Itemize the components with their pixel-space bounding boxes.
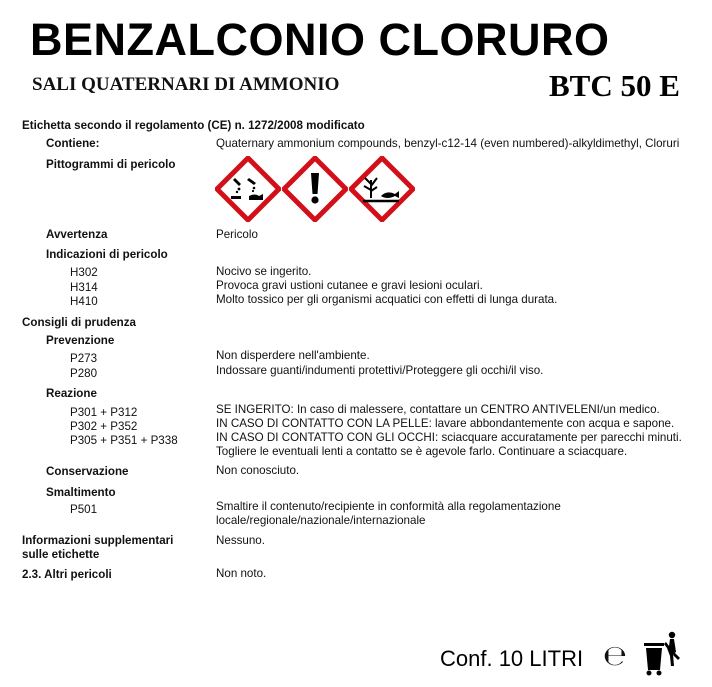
hazard-text: Molto tossico per gli organismi acquatici con effetti di lunga durata. [216,293,558,306]
conservazione-label: Conservazione [46,465,129,478]
hazard-code: H410 [70,295,98,308]
prevenzione-code: P273 [70,352,98,365]
prevenzione-label: Prevenzione [46,334,115,347]
smaltimento-label: Smaltimento [46,486,116,499]
info-label: sulle etichette [22,548,100,561]
hazard-text: Nocivo se ingerito. [216,265,312,278]
environment-pictogram-icon [349,156,415,222]
reazione-code: P301 + P312 [70,406,138,419]
altri-pericoli-value: Non noto. [216,567,267,580]
hazard-text: Provoca gravi ustioni cutanee e gravi lesioni oculari. [216,279,483,292]
reazione-text: IN CASO DI CONTATTO CON GLI OCCHI: sciacquare accuratamente per parecchi minuti. [216,431,682,444]
recycle-bin-icon [636,630,682,683]
reazione-text: IN CASO DI CONTATTO CON LA PELLE: lavare abbondantemente con acqua e sapone. [216,417,675,430]
smaltimento-code: P501 [70,503,98,516]
contiene-value: Quaternary ammonium compounds, benzyl-c12-14 (even numbered)-alkyldimethyl, Cloruri [216,137,680,150]
prevenzione-text: Non disperdere nell'ambiente. [216,349,370,362]
info-label: Informazioni supplementari [22,534,174,547]
hazard-code: H314 [70,281,98,294]
package-size: Conf. 10 LITRI [440,646,584,671]
reazione-code: P305 + P351 + P338 [70,434,178,447]
product-title: BENZALCONIO CLORURO [30,14,610,65]
product-subtitle: SALI QUATERNARI DI AMMONIO [32,74,340,95]
product-code: BTC 50 E [549,68,680,103]
altri-pericoli-label: 2.3. Altri pericoli [22,568,112,581]
label-heading: Etichetta secondo il regolamento (CE) n. 1272/2008 modificato [22,119,365,132]
estimated-e-icon: ℮ [603,639,627,672]
contiene-label: Contiene: [46,137,100,150]
reazione-code: P302 + P352 [70,420,138,433]
smaltimento-text: Smaltire il contenuto/recipiente in conformità alla regolamentazione [216,500,561,513]
prevenzione-code: P280 [70,367,98,380]
indicazioni-label: Indicazioni di pericolo [46,248,168,261]
reazione-text: SE INGERITO: In caso di malessere, contattare un CENTRO ANTIVELENI/un medico. [216,403,660,416]
consigli-label: Consigli di prudenza [22,316,137,329]
avvertenza-label: Avvertenza [46,228,108,241]
conservazione-value: Non conosciuto. [216,464,300,477]
reazione-text: Togliere le eventuali lenti a contatto se è agevole farlo. Continuare a sciacquare. [216,445,628,458]
info-value: Nessuno. [216,534,265,547]
smaltimento-text: locale/regionale/nazionale/internazionale [216,514,426,527]
exclamation-pictogram-icon [282,156,348,222]
prevenzione-text: Indossare guanti/indumenti protettivi/Proteggere gli occhi/il viso. [216,364,544,377]
pittogrammi-label: Pittogrammi di pericolo [46,158,176,171]
avvertenza-value: Pericolo [216,228,258,241]
hazard-code: H302 [70,266,98,279]
corrosion-pictogram-icon [215,156,281,222]
reazione-label: Reazione [46,387,97,400]
